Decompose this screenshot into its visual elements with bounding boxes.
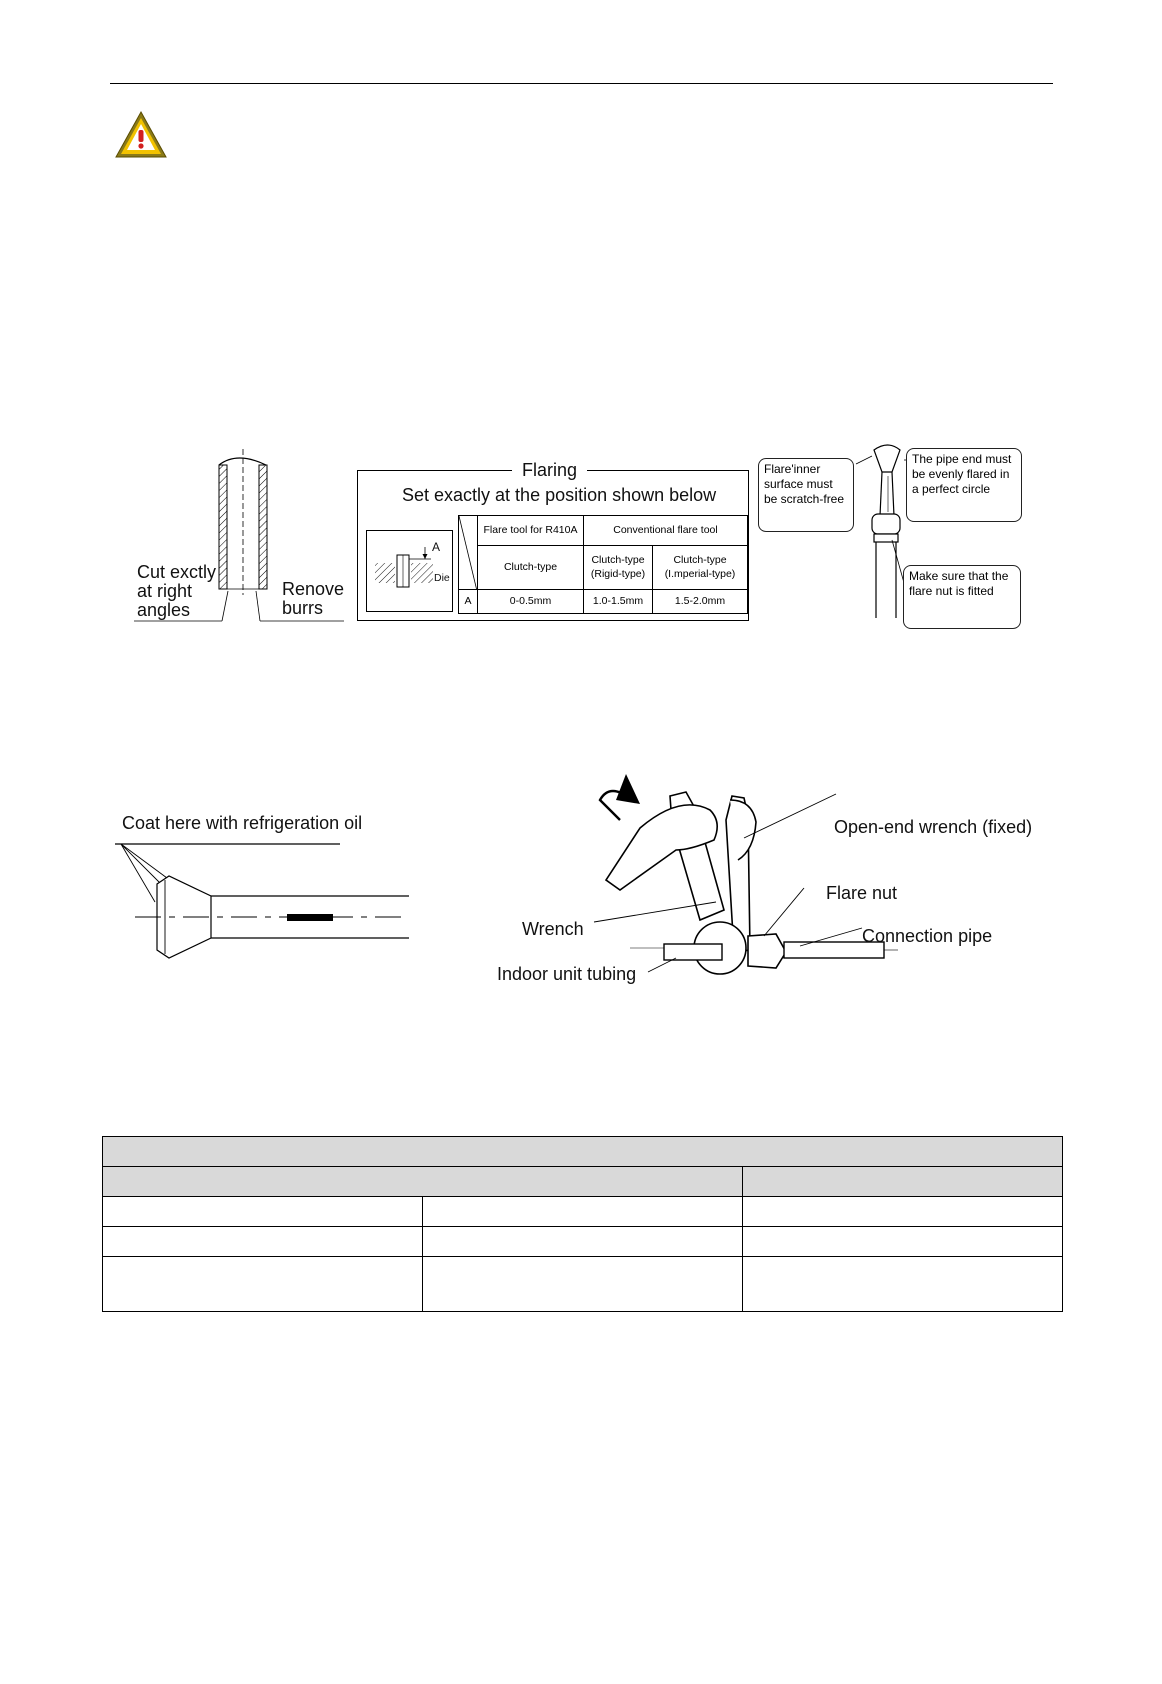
die-a-label: A [432,540,441,554]
table-cell [743,1227,1063,1257]
table-cell [103,1227,423,1257]
row-a-label: A [458,589,478,614]
callout-inner-surface: Flare'inner surface must be scratch-free [758,458,854,532]
val-imperial: 1.5-2.0mm [652,589,748,614]
corner-diagonal [459,516,477,591]
open-end-wrench-label: Open-end wrench (fixed) [834,817,1033,837]
table-cell [743,1197,1063,1227]
connection-pipe-label: Connection pipe [862,926,993,946]
callout-perfect-circle: The pipe end must be evenly flared in a perfect circle [906,448,1022,522]
table-row [103,1167,1063,1197]
table-row [103,1137,1063,1167]
val-rigid: 1.0-1.5mm [583,589,653,614]
sub-r410a: Clutch-type [477,545,584,590]
remove-burrs-label: Renove burrs [282,579,345,618]
table-cell [103,1167,743,1197]
cut-angle-label: Cut exctly at right angles [137,562,217,620]
table-row [103,1197,1063,1227]
table-cell [423,1257,743,1312]
table-cell [103,1257,423,1312]
flaring-title: Flaring [512,461,587,480]
die-label: Die [434,572,450,584]
sub-imperial: Clutch-type (I.mperial-type) [652,545,748,590]
flare-end-drawing [115,838,415,968]
col-conventional: Conventional flare tool [583,515,748,546]
warning-triangle-icon [114,110,168,160]
table-cell [743,1257,1063,1312]
table-cell [743,1167,1063,1197]
spec-table [102,1136,1063,1312]
indoor-tubing-label: Indoor unit tubing [497,964,637,984]
coat-oil-label: Coat here with refrigeration oil [122,813,363,833]
wrench-label: Wrench [522,919,584,939]
table-cell [423,1197,743,1227]
sub-rigid: Clutch-type (Rigid-type) [583,545,653,590]
flare-nut-label: Flare nut [826,883,898,903]
col-r410a: Flare tool for R410A [477,515,584,546]
flaring-subtitle: Set exactly at the position shown below [402,485,717,505]
val-r410a: 0-0.5mm [477,589,584,614]
table-cell [103,1197,423,1227]
table-cell [103,1137,1063,1167]
table-row [103,1227,1063,1257]
wrench-drawing [500,770,900,990]
table-row [103,1257,1063,1312]
table-cell [423,1227,743,1257]
callout-flare-nut: Make sure that the flare nut is fitted [903,565,1021,629]
header-rule [110,83,1053,84]
